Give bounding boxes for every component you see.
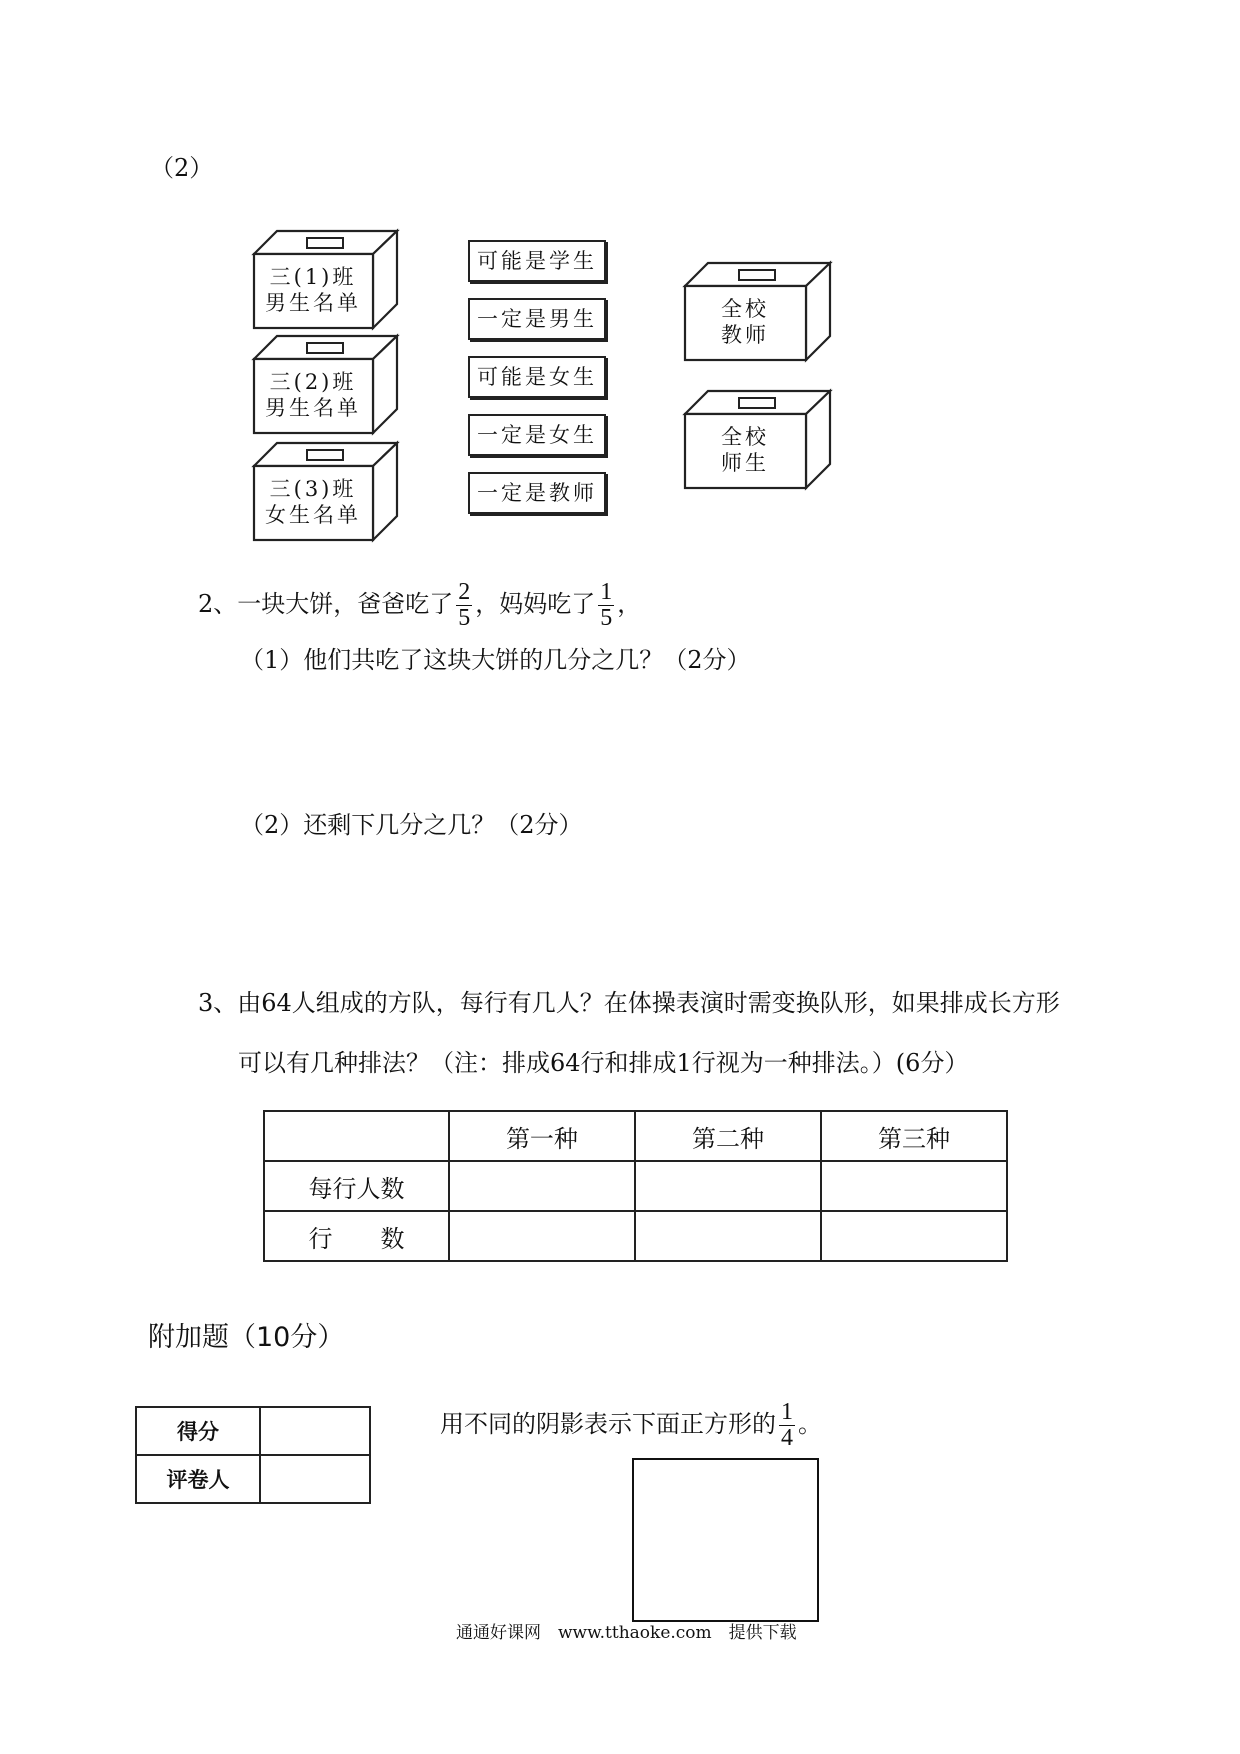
- outcome-card[interactable]: 可能是女生: [468, 356, 606, 398]
- part-label: （2）: [150, 154, 214, 182]
- table-row: [264, 1211, 1007, 1261]
- question-3-line-1: 3、由64人组成的方队，每行有几人？在体操表演时需变换队形，如果排成长方形: [198, 989, 1060, 1017]
- ballot-box-school: [684, 390, 830, 488]
- box-slot: [307, 343, 343, 353]
- fraction-denominator: 5: [600, 605, 613, 632]
- question-2-stem: [198, 580, 641, 631]
- row-label-rows: 行 数: [264, 1211, 449, 1261]
- row-label-per-row: 每行人数: [264, 1161, 449, 1211]
- box-label: [253, 476, 373, 528]
- score-row: [136, 1407, 370, 1455]
- grader-label: 评卷人: [136, 1455, 260, 1503]
- box-label-line: 三(3)班: [269, 477, 357, 501]
- answer-cell[interactable]: [635, 1211, 821, 1261]
- box-label: [684, 296, 806, 348]
- question-2-text-b: ，妈妈吃了: [475, 590, 596, 619]
- box-slot: [739, 398, 775, 408]
- box-label: [253, 369, 373, 421]
- fraction-numerator: 1: [600, 579, 613, 605]
- table-header-cell: 第三种: [821, 1111, 1007, 1161]
- question-2-sub-1: （1）他们共吃了这块大饼的几分之几？（2分）: [240, 646, 751, 674]
- ballot-box-school: [684, 262, 830, 360]
- table-header-cell: 第一种: [449, 1111, 635, 1161]
- box-label-line: 三(1)班: [269, 265, 357, 289]
- score-label: 得分: [136, 1407, 260, 1455]
- answer-cell[interactable]: [449, 1211, 635, 1261]
- answer-cell[interactable]: [449, 1161, 635, 1211]
- box-label-line: 全校: [721, 297, 769, 321]
- outcome-card[interactable]: 一定是教师: [468, 472, 606, 514]
- fraction-numerator: 1: [781, 1399, 793, 1425]
- fraction-denominator: 5: [458, 605, 471, 632]
- box-slot: [307, 238, 343, 248]
- fraction-two-fifths: [456, 580, 472, 631]
- table-row: [264, 1161, 1007, 1211]
- table-header-cell: 第二种: [635, 1111, 821, 1161]
- box-label-line: 三(2)班: [269, 370, 357, 394]
- box-label: [253, 264, 373, 316]
- answer-cell[interactable]: [821, 1211, 1007, 1261]
- bonus-prompt-text: 用不同的阴影表示下面正方形的: [440, 1410, 776, 1439]
- box-label-line: 师生: [721, 451, 769, 475]
- fraction-numerator: 2: [458, 579, 471, 605]
- answer-cell[interactable]: [821, 1161, 1007, 1211]
- box-slot: [739, 270, 775, 280]
- ballot-box-class-list: [253, 442, 397, 540]
- box-label-line: 全校: [721, 425, 769, 449]
- ballot-box-class-list: [253, 230, 397, 328]
- outcome-card[interactable]: 可能是学生: [468, 240, 606, 282]
- fraction-one-fifth: [598, 580, 614, 631]
- outcome-card[interactable]: 一定是女生: [468, 414, 606, 456]
- answer-cell[interactable]: [635, 1161, 821, 1211]
- table-header-row: [264, 1111, 1007, 1161]
- score-table: [135, 1406, 371, 1504]
- bonus-prompt-end: 。: [798, 1410, 822, 1439]
- box-label-line: 男生名单: [265, 291, 361, 315]
- box-slot: [307, 450, 343, 460]
- bonus-prompt: [440, 1400, 822, 1451]
- arrangement-table: [263, 1110, 1008, 1262]
- box-label-line: 教师: [721, 323, 769, 347]
- score-input-cell[interactable]: [260, 1407, 370, 1455]
- box-label-line: 男生名单: [265, 396, 361, 420]
- footer-credit: 通通好课网 www.tthaoke.com 提供下载: [456, 1623, 797, 1643]
- ballot-box-class-list: [253, 335, 397, 433]
- bonus-title: 附加题（10分）: [148, 1322, 345, 1353]
- question-2-sub-2: （2）还剩下几分之几？（2分）: [240, 811, 583, 839]
- shading-square[interactable]: [632, 1458, 819, 1622]
- question-2-text-c: ，: [617, 590, 642, 619]
- fraction-one-quarter: [779, 1400, 795, 1451]
- box-label-line: 女生名单: [265, 503, 361, 527]
- box-label: [684, 424, 806, 476]
- question-2-text-a: 2、一块大饼，爸爸吃了: [198, 590, 454, 619]
- question-3-line-2: 可以有几种排法？（注：排成64行和排成1行视为一种排法。）(6分）: [238, 1049, 969, 1077]
- table-header-cell: [264, 1111, 449, 1161]
- fraction-denominator: 4: [781, 1425, 793, 1452]
- grader-input-cell[interactable]: [260, 1455, 370, 1503]
- grader-row: [136, 1455, 370, 1503]
- outcome-card[interactable]: 一定是男生: [468, 298, 606, 340]
